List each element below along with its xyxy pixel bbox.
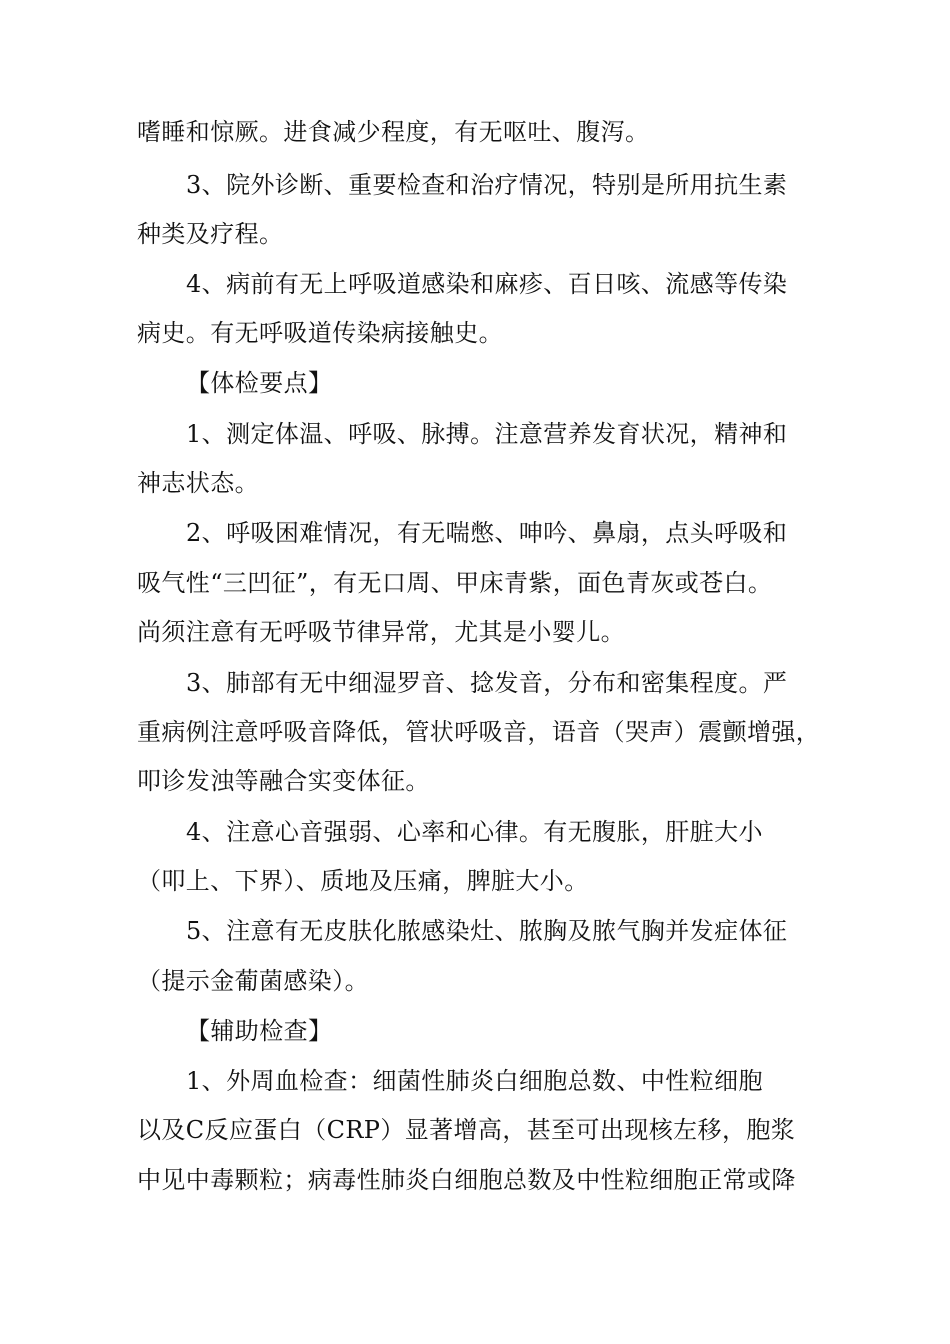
section-heading-physical-exam: 【体检要点】: [186, 369, 333, 397]
text-line: 5、注意有无皮肤化脓感染灶、脓胸及脓气胸并发症体征: [186, 917, 788, 945]
text-line: 重病例注意呼吸音降低，管状呼吸音，语音（哭声）震颤增强，: [137, 718, 821, 746]
text-line: 2、呼吸困难情况，有无喘憋、呻吟、鼻扇，点头呼吸和: [186, 519, 788, 547]
text-line: 种类及疗程。: [137, 220, 284, 248]
text-line: 嗜睡和惊厥。进食减少程度，有无呕吐、腹泻。: [137, 118, 650, 146]
text-line: 中见中毒颗粒；病毒性肺炎白细胞总数及中性粒细胞正常或降: [137, 1166, 796, 1194]
text-line: 神志状态。: [137, 469, 259, 497]
text-line: 病史。有无呼吸道传染病接触史。: [137, 319, 503, 347]
text-line: 叩诊发浊等融合实变体征。: [137, 767, 430, 795]
text-line: 3、院外诊断、重要检查和治疗情况，特别是所用抗生素: [186, 171, 788, 199]
text-line: 吸气性“三凹征”，有无口周、甲床青紫，面色青灰或苍白。: [137, 569, 773, 597]
text-line: 3、肺部有无中细湿罗音、捻发音，分布和密集程度。严: [186, 669, 788, 697]
section-heading-auxiliary-exam: 【辅助检查】: [186, 1017, 333, 1045]
text-line: 1、外周血检查：细菌性肺炎白细胞总数、中性粒细胞: [186, 1067, 763, 1095]
text-line: （叩上、下界）、质地及压痛，脾脏大小。: [137, 867, 589, 895]
text-line: 以及C反应蛋白（CRP）显著增高，甚至可出现核左移，胞浆: [137, 1116, 796, 1144]
text-line: （提示金葡菌感染）。: [137, 967, 369, 995]
text-line: 尚须注意有无呼吸节律异常，尤其是小婴儿。: [137, 618, 625, 646]
text-line: 4、注意心音强弱、心率和心律。有无腹胀，肝脏大小: [186, 818, 763, 846]
text-line: 1、测定体温、呼吸、脉搏。注意营养发育状况，精神和: [186, 420, 788, 448]
text-line: 4、病前有无上呼吸道感染和麻疹、百日咳、流感等传染: [186, 270, 788, 298]
